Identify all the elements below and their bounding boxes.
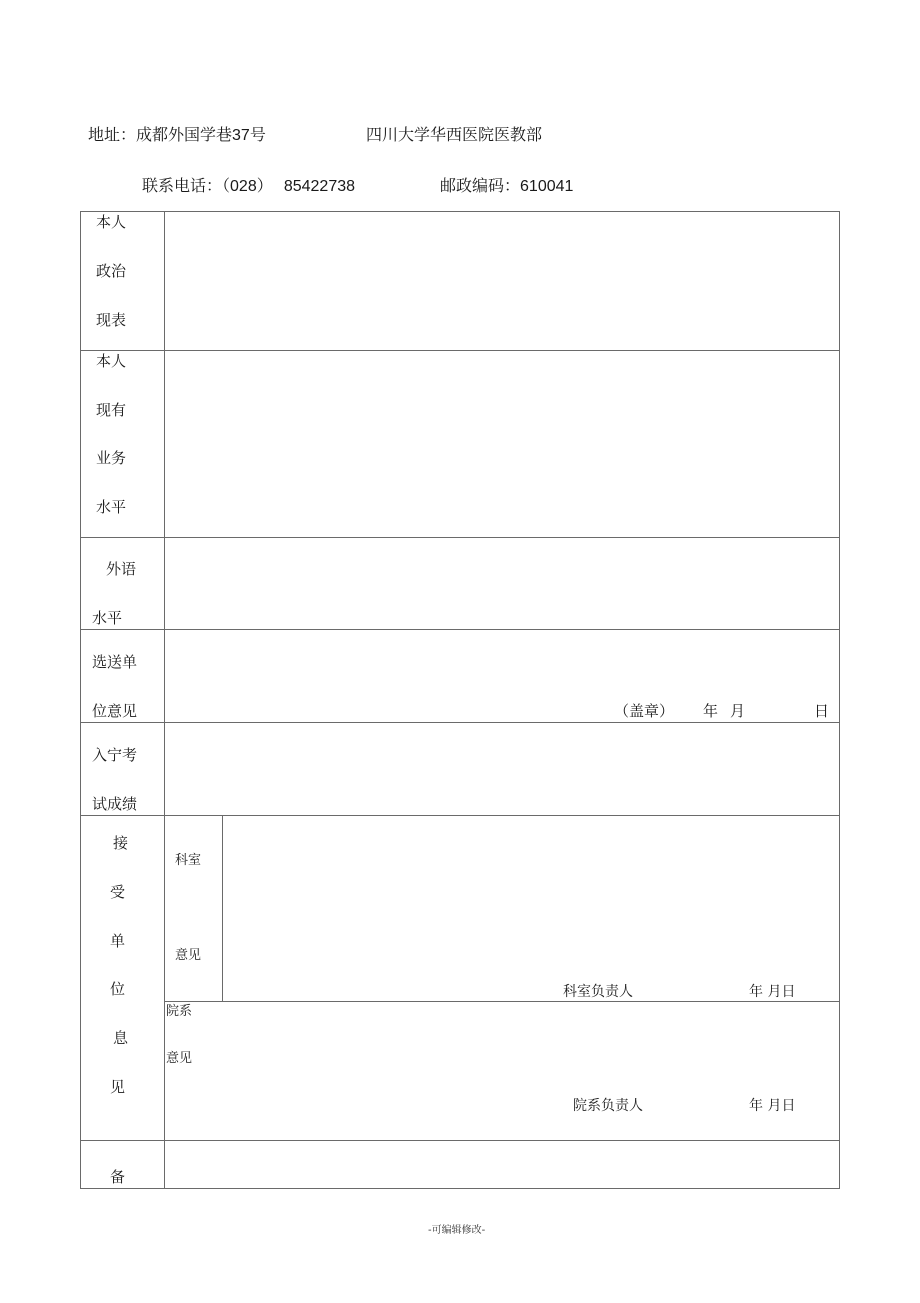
faculty-date: 年 月日 — [749, 1098, 796, 1114]
table-border-top — [80, 211, 840, 212]
table-border-left — [80, 211, 81, 1189]
exam-label-1: 入宁考 — [92, 746, 138, 764]
phone-line — [142, 178, 355, 195]
unit-opinion-label-2: 位意见 — [92, 702, 138, 720]
business-label-2: 现有 — [96, 401, 127, 419]
dept-column-divider — [222, 816, 223, 1001]
receiving-label-3: 单 — [110, 932, 126, 950]
dept-date: 年 月日 — [749, 984, 796, 1000]
unit-opinion-year: 年 — [703, 702, 719, 720]
dept-opinion-label-1: 科室 — [175, 853, 202, 868]
label-column-divider — [164, 211, 165, 1189]
address-line — [88, 127, 266, 144]
political-label-1: 本人 — [96, 213, 127, 231]
political-label-2: 政治 — [96, 262, 127, 280]
row-divider — [80, 350, 840, 351]
row-divider — [80, 722, 840, 723]
table-border-right — [839, 211, 840, 1189]
receiving-label-5: 息 — [113, 1029, 129, 1047]
dept-opinion-label-2: 意见 — [175, 948, 202, 963]
receiving-label-4: 位 — [110, 980, 126, 998]
business-label-4: 水平 — [96, 498, 127, 516]
postal-line — [440, 178, 573, 195]
unit-opinion-month: 月 — [730, 702, 746, 720]
business-label-1: 本人 — [96, 352, 127, 370]
phone-label: 联系电话：（ — [142, 176, 231, 195]
address-label: 地址：成都外国学巷 — [88, 125, 233, 144]
language-label-1: 外语 — [106, 560, 137, 578]
faculty-opinion-label-2: 意见 — [166, 1051, 193, 1066]
unit-opinion-day: 日 — [814, 702, 830, 720]
row-divider — [80, 815, 840, 816]
receiving-label-1: 接 — [113, 834, 129, 852]
seal-label: （盖章） — [614, 702, 675, 720]
table-border-bottom — [80, 1188, 840, 1189]
dept-head-label: 科室负责人 — [563, 984, 633, 1000]
faculty-head-label: 院系负责人 — [573, 1098, 643, 1114]
phone-area-code: 028 — [230, 178, 257, 195]
row-divider — [80, 629, 840, 630]
postal-code: 610041 — [520, 178, 574, 195]
remarks-label: 备 — [110, 1168, 126, 1186]
phone-close: ） — [256, 176, 273, 195]
phone-number: 85422738 — [283, 178, 356, 195]
receiving-label-6: 见 — [110, 1078, 126, 1096]
row-divider — [80, 1140, 840, 1141]
language-label-2: 水平 — [92, 609, 123, 627]
political-label-3: 现表 — [96, 311, 127, 329]
faculty-opinion-label-1: 院系 — [166, 1004, 193, 1019]
address-suffix: 号 — [249, 125, 266, 144]
postal-label: 邮政编码： — [440, 176, 521, 195]
row-divider — [80, 537, 840, 538]
unit-opinion-label-1: 选送单 — [92, 653, 138, 671]
address-number: 37 — [232, 127, 250, 144]
receiving-label-2: 受 — [110, 883, 126, 901]
dept-faculty-divider — [164, 1001, 840, 1002]
exam-label-2: 试成绩 — [92, 795, 138, 813]
institution-name: 四川大学华西医院医教部 — [366, 125, 543, 144]
footer-note: -可编辑修改- — [428, 1225, 486, 1236]
business-label-3: 业务 — [96, 449, 127, 467]
